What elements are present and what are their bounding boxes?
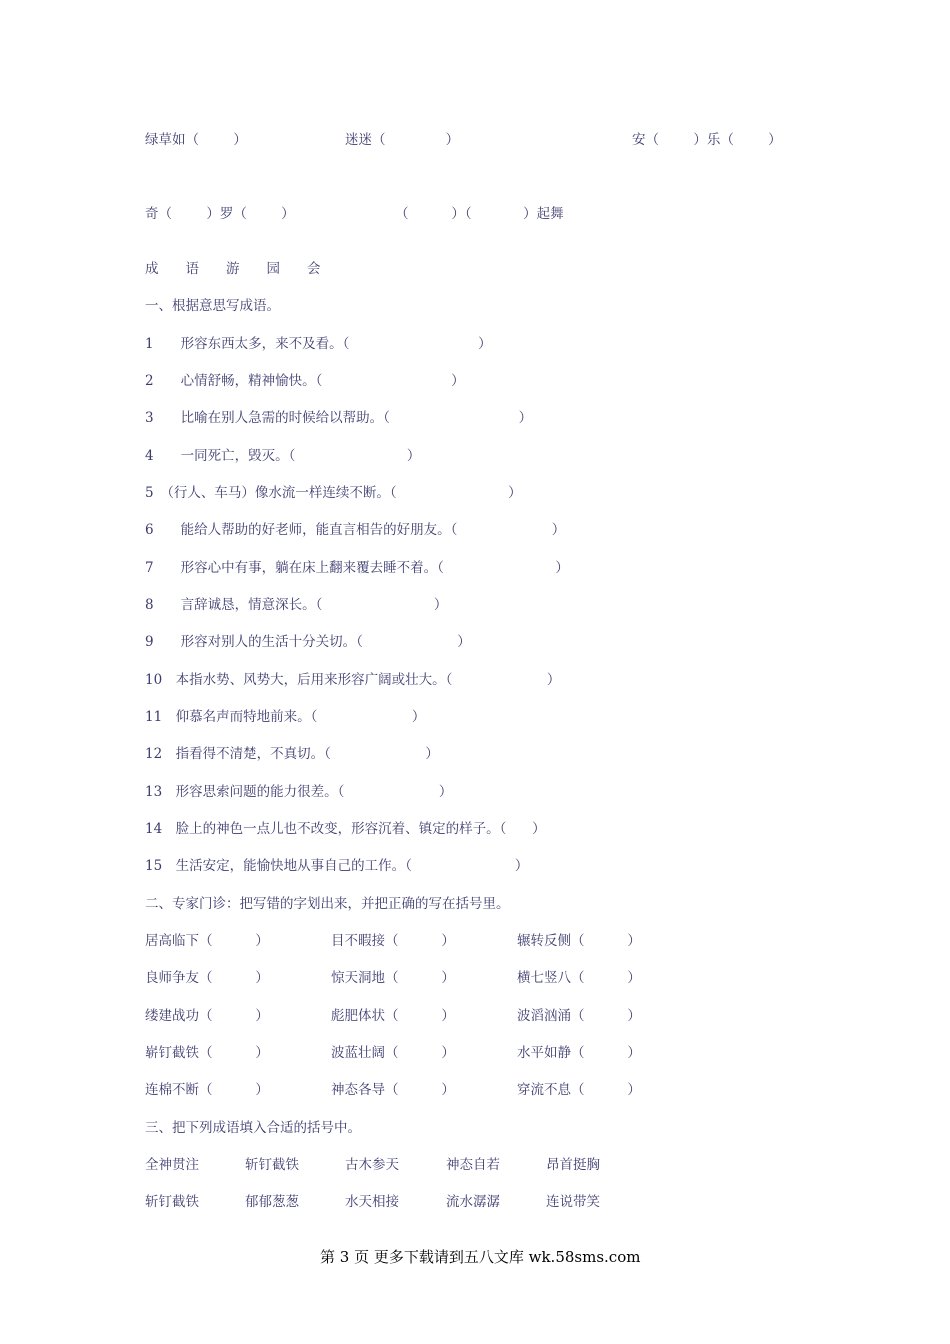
correction-item: 神态各导（ ）	[331, 1082, 455, 1098]
fill-item: （ ）（ ）起舞	[395, 206, 564, 222]
idiom-word: 古木参天	[345, 1157, 399, 1173]
correction-item: 居高临下（ ）	[145, 933, 269, 949]
idiom-word: 郁郁葱葱	[245, 1194, 299, 1210]
page-footer: 第 3 页 更多下载请到五八文库 wk.58sms.com	[320, 1248, 641, 1266]
idiom-word: 水天相接	[345, 1194, 399, 1210]
fill-item: 迷迷（ ）	[345, 132, 460, 148]
correction-item: 惊天洞地（ ）	[331, 970, 455, 986]
correction-item: 穿流不息（ ）	[517, 1082, 641, 1098]
correction-item: 良师争友（ ）	[145, 970, 269, 986]
correction-item: 波滔汹涌（ ）	[517, 1008, 641, 1024]
list-item: 1 形容东西太多，来不及看。（ ）	[145, 336, 492, 352]
list-item: 7 形容心中有事，躺在床上翻来覆去睡不着。（ ）	[145, 560, 569, 576]
idiom-word: 全神贯注	[145, 1157, 199, 1173]
correction-item: 连棉不断（ ）	[145, 1082, 269, 1098]
correction-item: 横七竖八（ ）	[517, 970, 641, 986]
list-item: 12 指看得不清楚，不真切。（ ）	[145, 746, 439, 762]
correction-item: 辗转反侧（ ）	[517, 933, 641, 949]
list-item: 6 能给人帮助的好老师，能直言相告的好朋友。（ ）	[145, 522, 566, 538]
list-item: 10 本指水势、风势大，后用来形容广阔或壮大。（ ）	[145, 672, 561, 688]
part1-heading: 一、根据意思写成语。	[145, 298, 280, 314]
idiom-word: 斩钉截铁	[145, 1194, 199, 1210]
list-item: 15 生活安定，能愉快地从事自己的工作。（ ）	[145, 858, 529, 874]
list-item: 4 一同死亡，毁灭。（ ）	[145, 448, 421, 464]
list-item: 5 （行人、车马）像水流一样连续不断。（ ）	[145, 485, 522, 501]
idiom-word: 斩钉截铁	[245, 1157, 299, 1173]
correction-item: 彪肥体状（ ）	[331, 1008, 455, 1024]
part2-heading: 二、专家门诊：把写错的字划出来，并把正确的写在括号里。	[145, 896, 510, 912]
idiom-word: 神态自若	[446, 1157, 500, 1173]
list-item: 2 心情舒畅，精神愉快。（ ）	[145, 373, 465, 389]
fill-item: 绿草如（ ）	[145, 132, 247, 148]
section-title: 成 语 游 园 会	[145, 261, 321, 277]
correction-item: 崭钉截铁（ ）	[145, 1045, 269, 1061]
list-item: 3 比喻在别人急需的时候给以帮助。（ ）	[145, 410, 533, 426]
correction-item: 水平如静（ ）	[517, 1045, 641, 1061]
correction-item: 缕建战功（ ）	[145, 1008, 269, 1024]
idiom-word: 流水潺潺	[446, 1194, 500, 1210]
correction-item: 目不暇接（ ）	[331, 933, 455, 949]
fill-item: 奇（ ）罗（ ）	[145, 206, 295, 222]
list-item: 11 仰慕名声而特地前来。（ ）	[145, 709, 426, 725]
idiom-word: 昂首挺胸	[546, 1157, 600, 1173]
correction-item: 波蓝壮阔（ ）	[331, 1045, 455, 1061]
list-item: 8 言辞诚恳，情意深长。（ ）	[145, 597, 448, 613]
part3-heading: 三、把下列成语填入合适的括号中。	[145, 1120, 361, 1136]
idiom-word: 连说带笑	[546, 1194, 600, 1210]
list-item: 9 形容对别人的生活十分关切。（ ）	[145, 634, 471, 650]
list-item: 14 脸上的神色一点儿也不改变，形容沉着、镇定的样子。（ ）	[145, 821, 546, 837]
fill-item: 安（ ）乐（ ）	[632, 132, 782, 148]
list-item: 13 形容思索问题的能力很差。（ ）	[145, 784, 453, 800]
